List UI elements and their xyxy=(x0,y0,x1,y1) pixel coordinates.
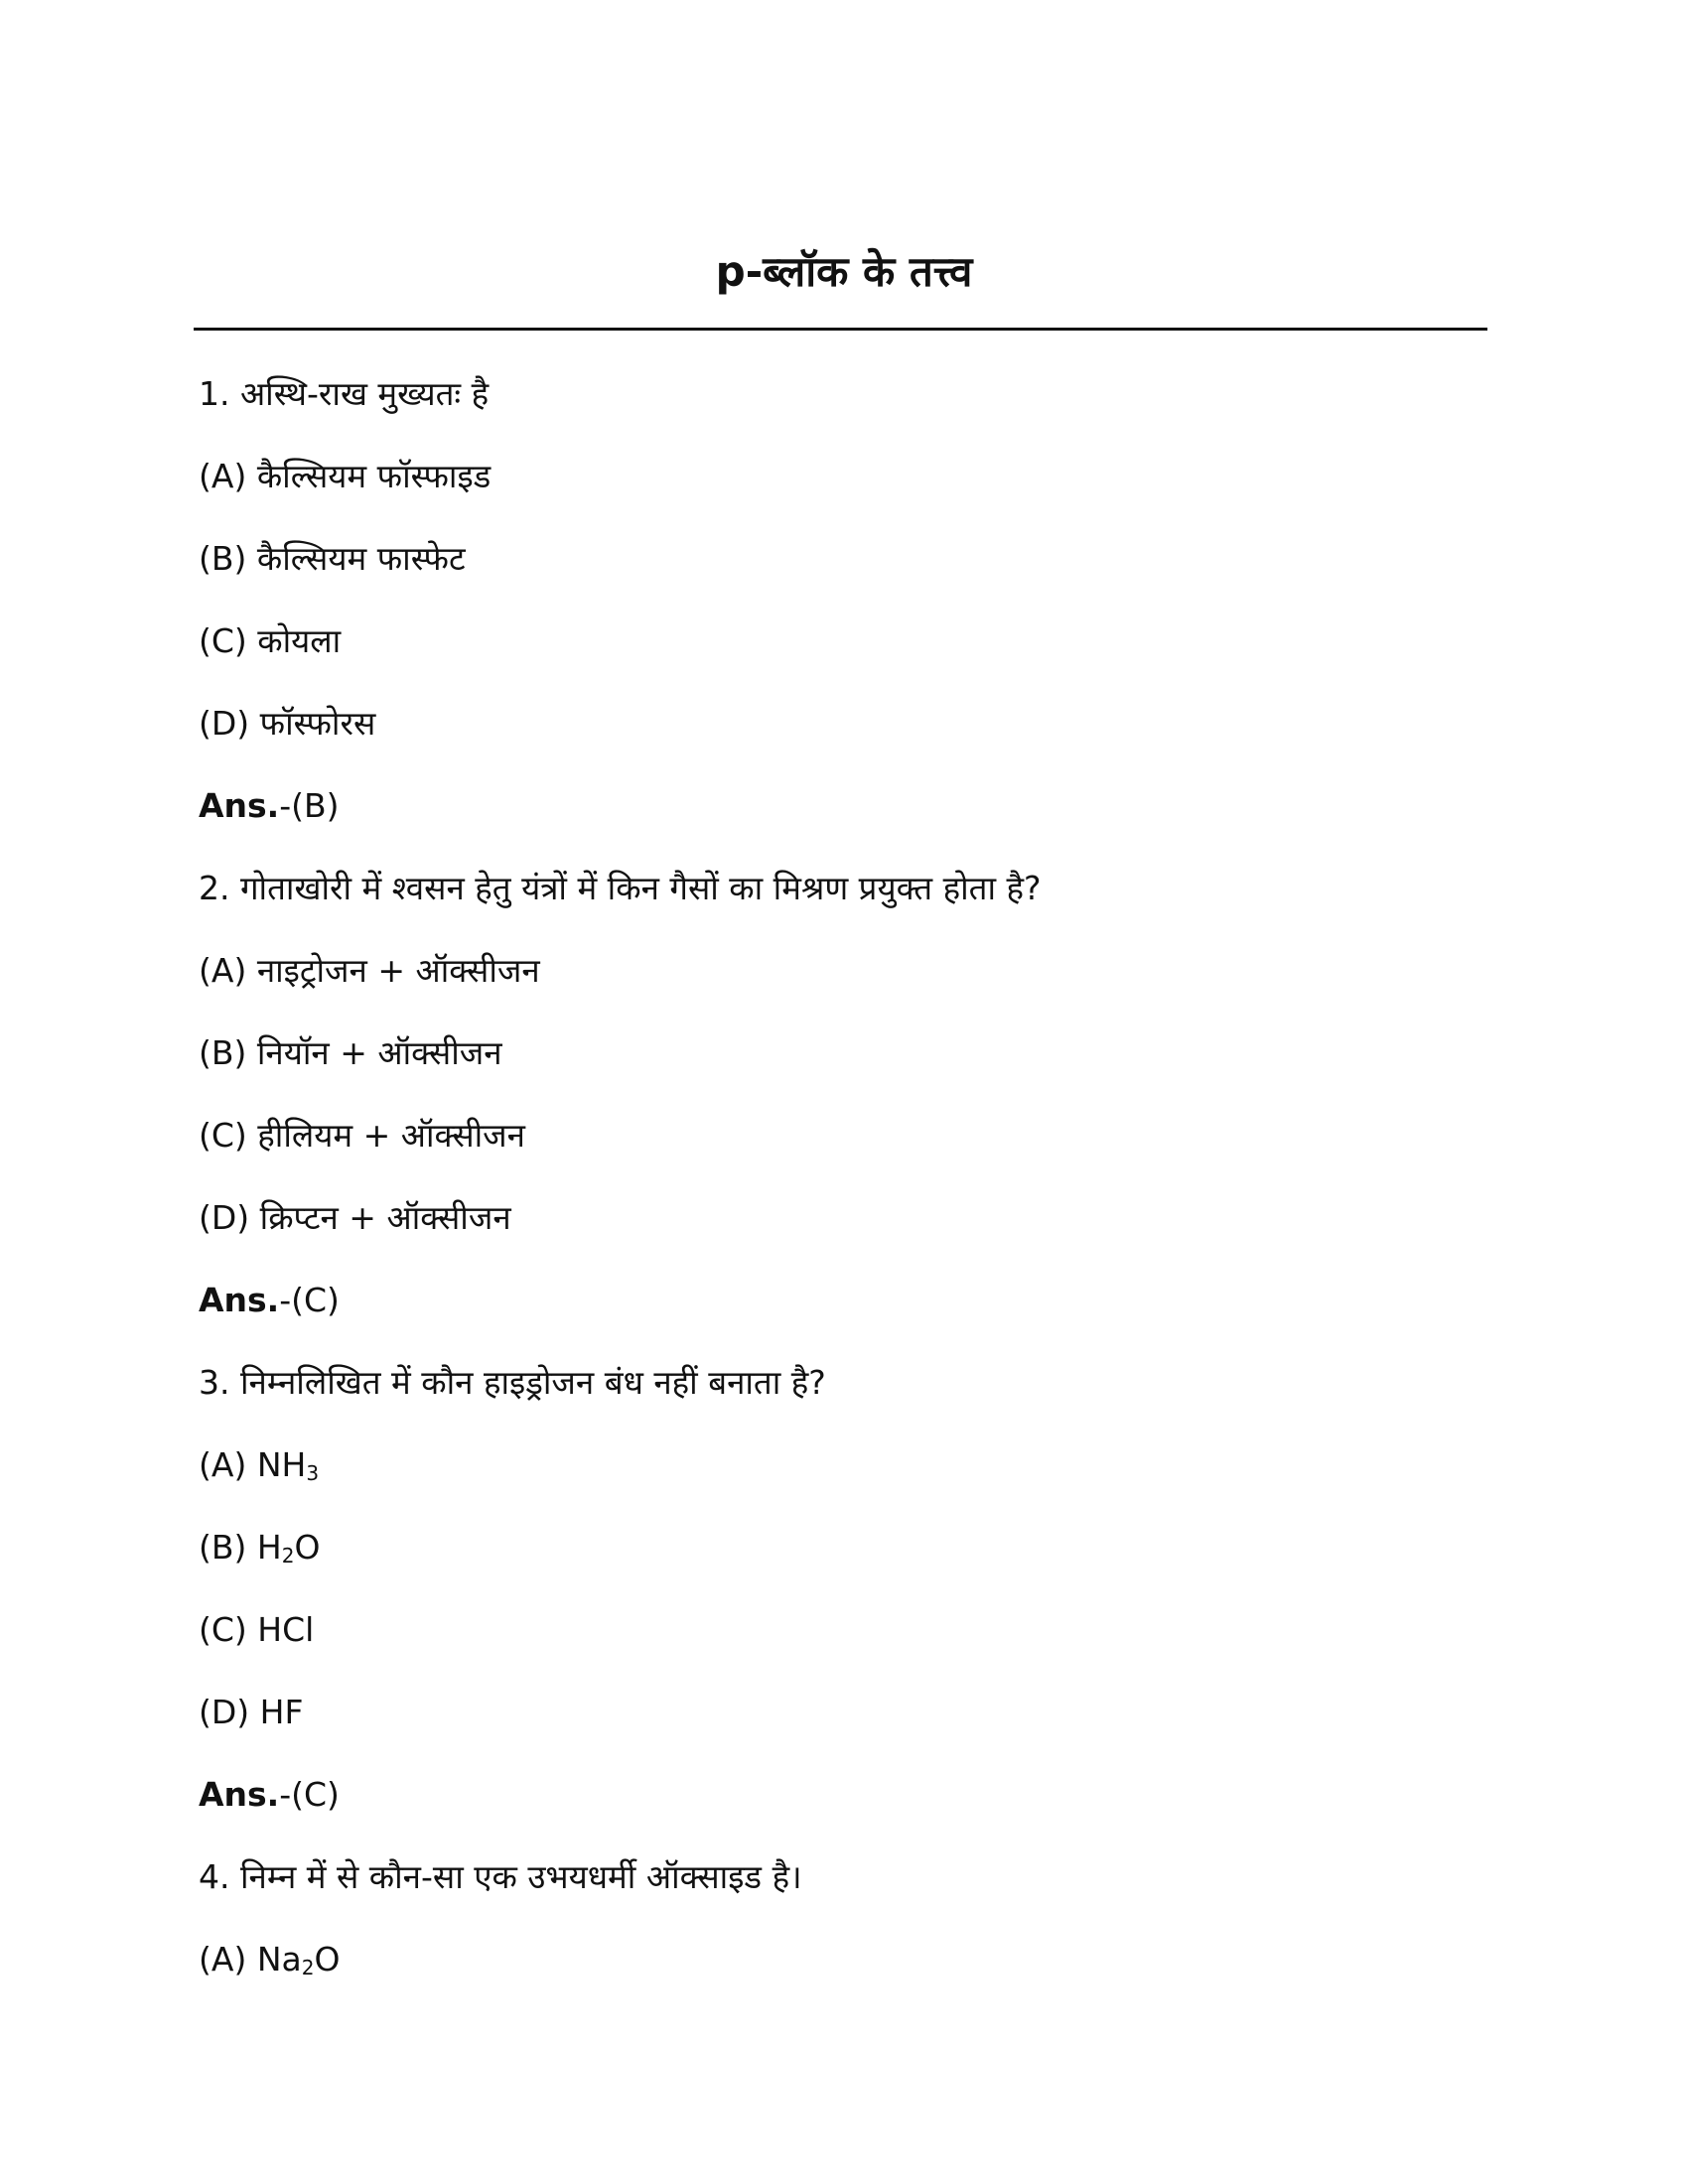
question-1-answer xyxy=(199,781,1489,864)
question-3-text: 3. निम्नलिखित में कौन हाइड्रोजन बंध नहीं बनाता है? xyxy=(199,1363,826,1402)
answer-label: Ans. xyxy=(199,786,280,825)
question-4-option-a xyxy=(199,1935,1489,2017)
answer-value: -(B) xyxy=(279,786,340,825)
option-text: (C) HCl xyxy=(199,1610,315,1649)
option-suffix: O xyxy=(314,1940,341,1979)
answer-value: -(C) xyxy=(279,1775,340,1814)
option-subscript: 3 xyxy=(306,1461,320,1485)
question-2-option-c: (C) हीलियम + ऑक्सीजन xyxy=(199,1116,525,1155)
option-subscript: 2 xyxy=(301,1956,315,1979)
question-3-option-a xyxy=(199,1440,1489,1523)
title-divider xyxy=(194,328,1487,331)
answer-value: -(C) xyxy=(279,1281,340,1319)
question-1-option-b: (B) कैल्सियम फास्फेट xyxy=(199,539,466,578)
question-4-text: 4. निम्न में से कौन-सा एक उभयधर्मी ऑक्साइड है। xyxy=(199,1857,802,1896)
answer-label: Ans. xyxy=(199,1775,280,1814)
question-3-option-c xyxy=(199,1605,1489,1688)
question-3-option-b xyxy=(199,1523,1489,1605)
question-2-answer xyxy=(199,1276,1489,1358)
option-text: (B) H xyxy=(199,1528,282,1567)
question-3-option-d xyxy=(199,1688,1489,1770)
option-text: (A) NH xyxy=(199,1445,307,1484)
question-1-option-d: (D) फॉस्फोरस xyxy=(199,704,376,743)
question-1-option-c: (C) कोयला xyxy=(199,621,342,660)
page-title: p-ब्लॉक के तत्त्व xyxy=(715,247,973,296)
answer-label: Ans. xyxy=(199,1281,280,1319)
question-3-answer xyxy=(199,1770,1489,1852)
question-2-option-d: (D) क्रिप्टन + ऑक्सीजन xyxy=(199,1198,511,1237)
option-text: (A) Na xyxy=(199,1940,302,1979)
question-2-option-a: (A) नाइट्रोजन + ऑक्सीजन xyxy=(199,951,540,990)
question-1-text: 1. अस्थि-राख मुख्यतः है xyxy=(199,374,490,413)
question-1-option-a: (A) कैल्सियम फॉस्फाइड xyxy=(199,457,492,495)
question-2-text: 2. गोताखोरी में श्वसन हेतु यंत्रों में किन गैसों का मिश्रण प्रयुक्त होता है? xyxy=(199,869,1042,907)
option-subscript: 2 xyxy=(281,1544,295,1568)
question-2-option-b: (B) नियॉन + ऑक्सीजन xyxy=(199,1033,502,1072)
question-list xyxy=(199,369,1489,2017)
option-text: (D) HF xyxy=(199,1693,304,1731)
option-suffix: O xyxy=(294,1528,321,1567)
